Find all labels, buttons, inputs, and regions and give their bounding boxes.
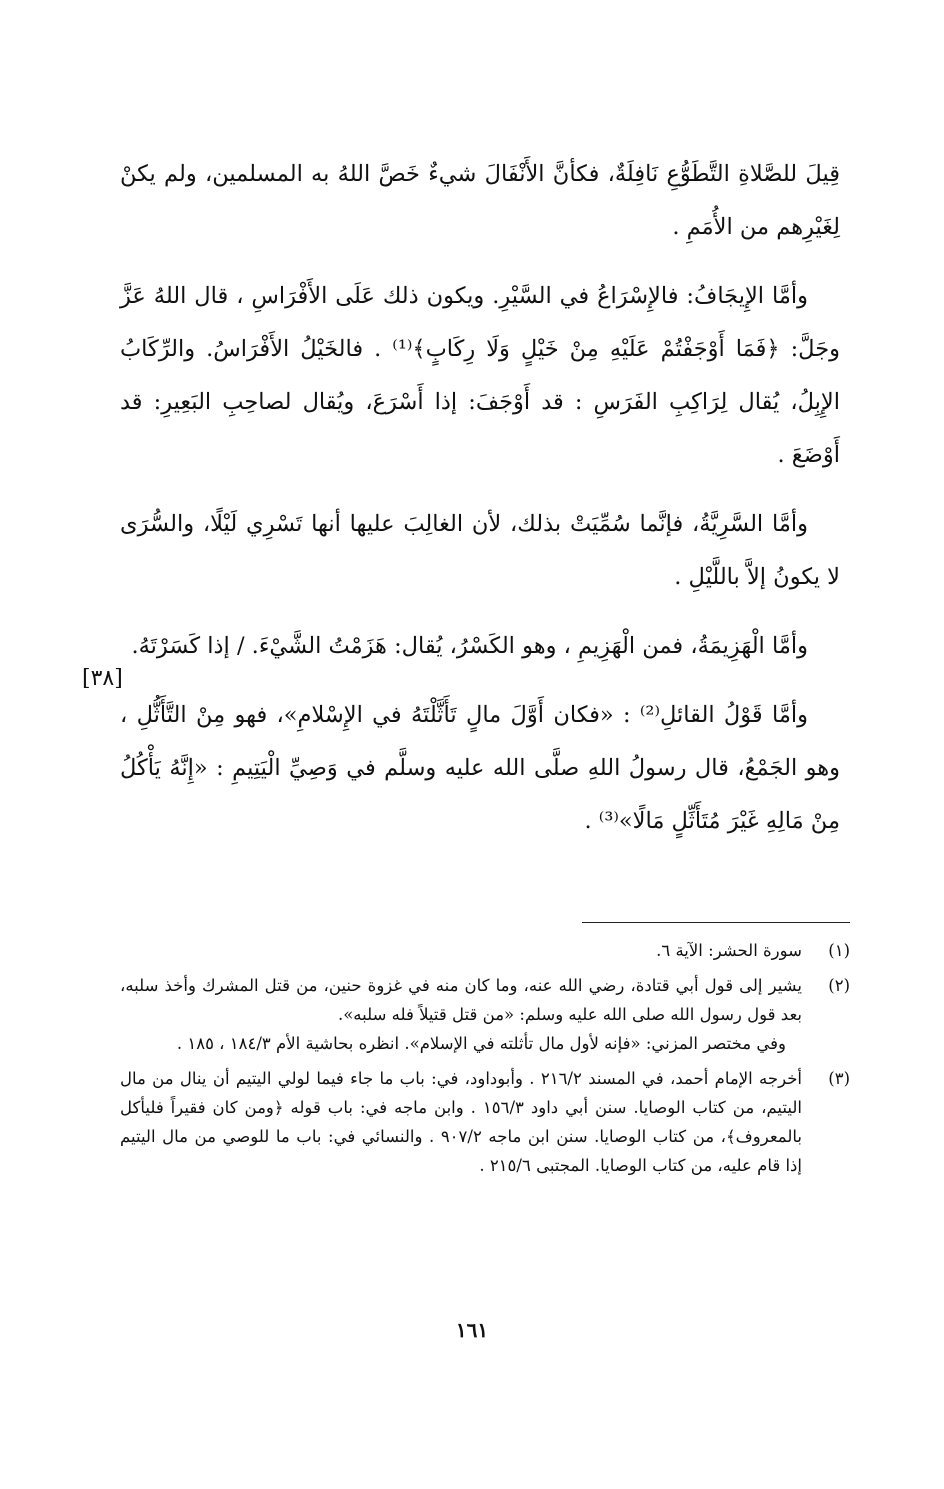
paragraph-ijaf: وأمَّا الإِيجَافُ: فالإِسْرَاعُ في السَّيْرِ. ويكون ذلك عَلَى الأَفْرَاسِ ، قال اللهُ عَزَّ وجَلَّ: ﴿فَمَا أَوْجَفْتُمْ عَلَيْهِ مِنْ خَيْلٍ وَلَا رِكَابٍ﴾⁽¹⁾ . فالخَيْلُ الأَفْرَاسُ. والرِّكَابُ الإِبِلُ، يُقال لِرَاكِبِ الفَرَسِ : قد أَوْجَفَ: إذا أَسْرَعَ، ويُقال لصاحِبِ البَعِيرِ: قد أَوْضَعَ . [120,283,840,468]
footnote-3 [120,1064,850,1180]
footnote-number: (١) [828,941,850,960]
footnote-1 [120,936,850,965]
margin-page-reference: [٣٨] [82,666,123,691]
footnote-text-main: يشير إلى قول أبي قتادة، رضي الله عنه، وما كان منه في غزوة حنين، من قتل المشرك وأخذ سلبه، بعد قول رسول الله صلى الله عليه وسلم: «من قتل قتيلاً فله سلبه». [120,976,802,1024]
footnote-text: أخرجه الإمام أحمد، في المسند ٢١٦/٢ . وأبوداود، في: باب ما جاء فيما لولي اليتيم أن ينال من مال اليتيم، من كتاب الوصايا. سنن أبي داود ١٥٦/٣ . وابن ماجه في: باب قوله ﴿ومن كان فقيراً فليأكل بالمعروف﴾، من كتاب الوصايا. سنن ابن ماجه ٩٠٧/٢ . والنسائي في: باب ما للوصي من مال اليتيم إذا قام عليه، من كتاب الوصايا. المجتبى ٢١٥/٦ . [120,1069,802,1175]
footnote-number: (٣) [828,1069,850,1088]
paragraph-hazima: وأمَّا الْهَزِيمَةُ، فمن الْهَزِيمِ ، وهو الكَسْرُ، يُقال: هَزَمْتُ الشَّيْءَ. / إذا كَسَرْتَهُ. [131,633,808,659]
footnote-text: سورة الحشر: الآية ٦. [656,941,802,960]
footnote-2 [120,971,850,1058]
paragraph-sariyya: وأمَّا السَّرِيَّةُ، فإنَّما سُمِّيَتْ بذلك، لأن الغالِبَ عليها أنها تَسْرِي لَيْلًا، والسُّرَى لا يكونُ إلاَّ باللَّيْلِ . [120,511,840,590]
footnote-text-continuation: وفي مختصر المزني: «فإنه لأول مال تأثلته في الإسلام». انظره بحاشية الأم ١٨٤/٣ ، ١٨٥ . [176,1034,786,1053]
main-text-body [120,148,840,864]
paragraph-anfal: قِيلَ للصَّلاةِ التَّطَوُّعِ نَافِلَةٌ، فكأنَّ الأَنْفَالَ شيءٌ خَصَّ اللهُ به المسلمين، ولم يكنْ لِغَيْرِهم من الأُمَمِ . [120,161,840,240]
footnote-text [120,971,802,1058]
footnote-number: (٢) [828,976,850,995]
paragraph-taaththul: وأمَّا قَوْلُ القائلِ⁽²⁾ : «فكان أَوَّلَ مالٍ تَأَثَّلْتَهُ في الإِسْلامِ»، فهو مِنْ التَّأَثُّلِ ، وهو الجَمْعُ، قال رسولُ اللهِ صلَّى الله عليه وسلَّم في وَصِيِّ الْيَتِيمِ : «إِنَّهُ يَأْكُلُ مِنْ مَالِهِ غَيْرَ مُتَأَثِّلٍ مَالًا»⁽³⁾ . [120,702,840,834]
page-number: ١٦١ [455,1318,489,1342]
footnote-divider [582,922,850,923]
footnotes-section [120,936,850,1186]
